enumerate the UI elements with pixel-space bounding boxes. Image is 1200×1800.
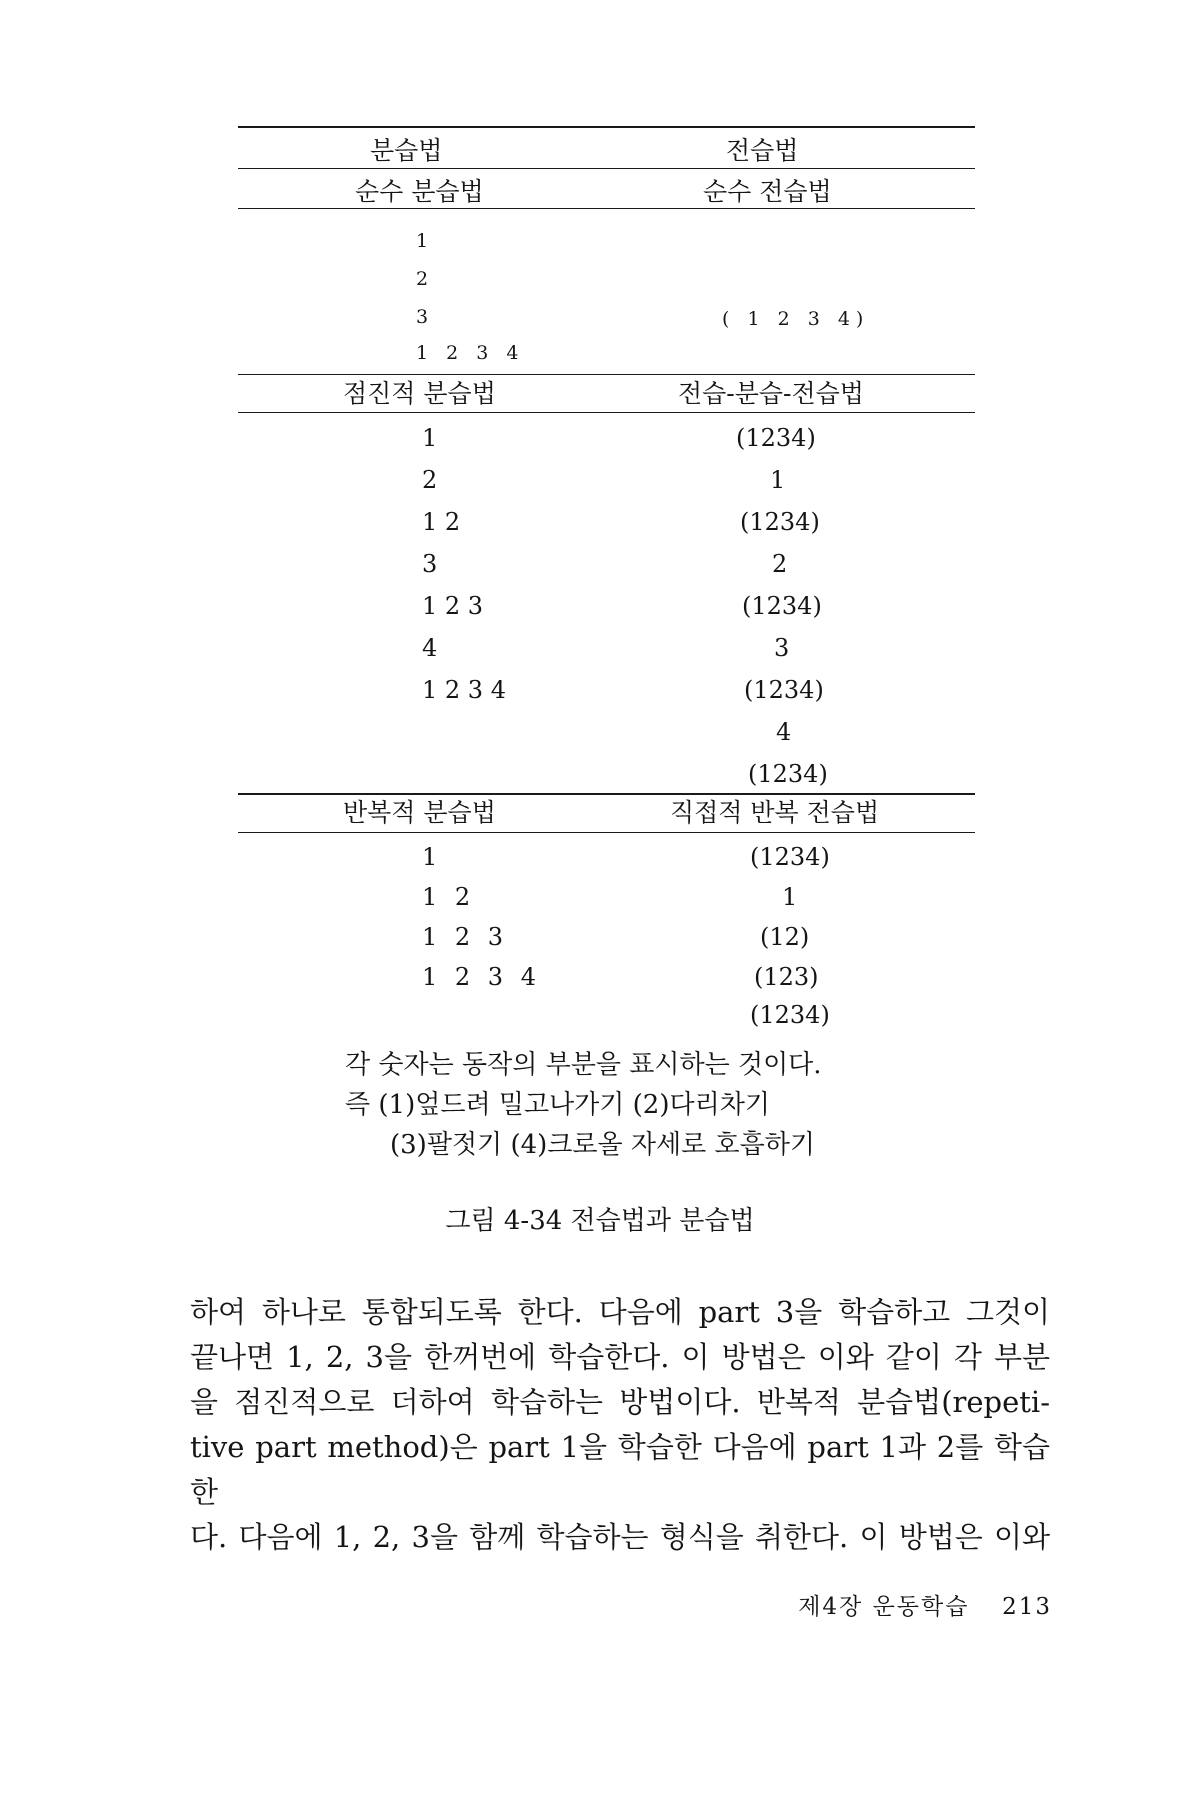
caption-line: (3)팔젓기 (4)크로올 자세로 호흡하기 [390, 1130, 815, 1160]
figure-title: 그림 4-34 전습법과 분습법 [445, 1206, 755, 1236]
list-item: (1234) [750, 1001, 830, 1029]
section-title-left: 반복적 분습법 [343, 798, 496, 827]
list-item: 1 2 3 [422, 923, 504, 951]
body-text [190, 1290, 1050, 1560]
section-rule [238, 374, 975, 375]
list-item: (1234) [750, 843, 830, 871]
section-rule [238, 832, 975, 833]
header-right: 전습법 [726, 136, 799, 165]
list-item: 2 [422, 466, 438, 494]
header-left: 분습법 [370, 136, 443, 165]
caption-line: 각 숫자는 동작의 부분을 표시하는 것이다. [345, 1050, 822, 1080]
list-item: (1234) [740, 508, 820, 536]
list-item: 1 [416, 230, 435, 252]
list-item: 1 2 3 4 [422, 676, 506, 704]
section-title-right: 직접적 반복 전습법 [670, 798, 880, 827]
list-item: 3 [422, 550, 438, 578]
list-item: 1 [422, 424, 438, 452]
list-item: (123) [754, 963, 819, 991]
section-title-right: 순수 전습법 [703, 177, 832, 206]
body-line: 하여 하나로 통합되도록 한다. 다음에 part 3을 학습하고 그것이 [190, 1295, 1050, 1329]
list-item: 1 [770, 466, 786, 494]
list-item: 1 2 [422, 883, 471, 911]
chapter-title: 제4장 운동학습 [798, 1594, 970, 1620]
list-item: 1 2 [422, 508, 461, 536]
table-top-rule [238, 126, 975, 128]
body-line: 을 점진적으로 더하여 학습하는 방법이다. 반복적 분습법(repeti- [190, 1385, 1050, 1419]
body-line: 끝나면 1, 2, 3을 한꺼번에 학습한다. 이 방법은 이와 같이 각 부분 [190, 1340, 1050, 1374]
body-line: 다. 다음에 1, 2, 3을 함께 학습하는 형식을 취한다. 이 방법은 이와 [190, 1520, 1050, 1554]
page-footer [798, 1588, 1052, 1621]
list-item: 1 [782, 883, 798, 911]
list-item: (12) [760, 923, 810, 951]
list-item: 1 2 3 4 [422, 963, 536, 991]
caption-line: 즉 (1)엎드려 밀고나가기 (2)다리차기 [345, 1090, 770, 1120]
list-item: (1234) [748, 760, 828, 788]
section-title-left: 순수 분습법 [355, 177, 484, 206]
header-rule [238, 168, 975, 169]
section-rule [238, 412, 975, 413]
list-item: (1234) [744, 676, 824, 704]
list-item: 4 [776, 718, 792, 746]
page-number: 213 [1002, 1594, 1052, 1620]
list-item: 4 [422, 634, 438, 662]
body-line: tive part method)은 part 1을 학습한 다음에 part 1과 2를 학습한 [190, 1430, 1050, 1509]
list-item: (1234) [742, 592, 822, 620]
section-title-right: 전습-분습-전습법 [678, 379, 864, 408]
list-item: 2 [416, 268, 435, 290]
list-item: 3 [774, 634, 790, 662]
list-item: 1 2 3 4 [416, 342, 525, 364]
list-item: 1 [422, 843, 438, 871]
list-item: 2 [772, 550, 788, 578]
list-item: ( 1 2 3 4) [722, 308, 870, 330]
section-rule [238, 208, 975, 209]
list-item: (1234) [736, 424, 816, 452]
section-rule [238, 793, 975, 795]
list-item: 1 2 3 [422, 592, 484, 620]
section-title-left: 점진적 분습법 [343, 379, 496, 408]
list-item: 3 [416, 306, 435, 328]
